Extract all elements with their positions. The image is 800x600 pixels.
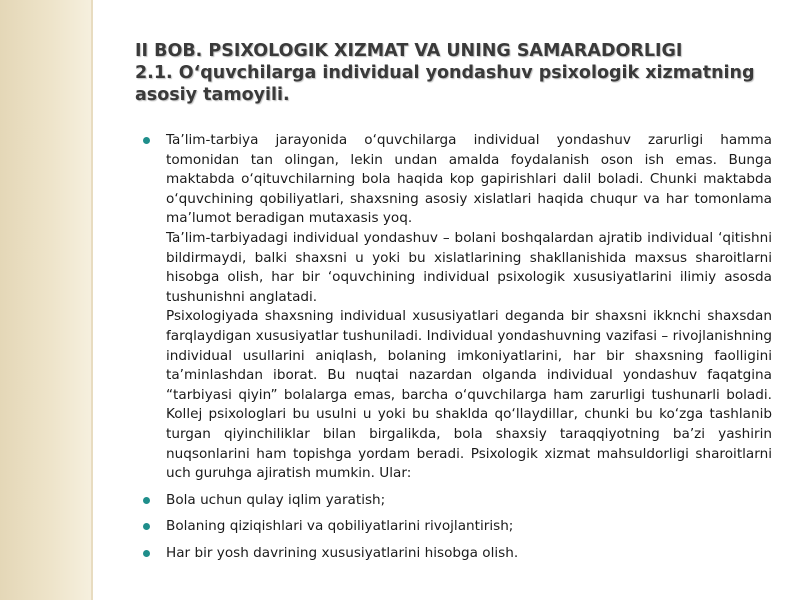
body-paragraph: Psixologiyada shaxsning individual xususiyatlari deganda bir shaxsni ikknchi shaxsdan farqlaydigan xususiyatlar tushuniladi. Individual yondashuvning vazifasi – rivojlanishning individual usullarini aniqlash, bolaning imkoniyatlarini, har bir shaxsning faolligini ta’minlashdan iborat. Bu nuqtai nazardan olganda individual yondashuv faqatgina “tarbiyasi qiyin” bolalarga emas, barcha o‘quvchilarga ham zarurligi tushunarli boladi. Kollej psixologlari bu usulni u yoki bu shaklda qo‘llaydillar, chunki bu ko‘zga tashlanib turgan qiyinchiliklar bilan birgalikda, bola shaxsiy taraqqiyotning ba’zi yashirin nuqsonlarini ham topishga yordam beradi. Psixologik xizmat mahsuldorligi sharoitlarni uch guruhga ajiratish mumkin. Ular: — [166, 308, 772, 482]
decorative-side-band — [0, 0, 93, 600]
chapter-heading: II BOB. PSIXOLOGIK XIZMAT VA UNING SAMARADORLIGI — [135, 41, 683, 61]
bullet-dot-icon — [143, 497, 150, 504]
section-heading-line2: asosiy tamoyili. — [135, 85, 290, 105]
bullet-text: Bola uchun qulay iqlim yaratish; — [166, 491, 386, 508]
bullet-item-main — [140, 131, 772, 484]
bullet-text: Bolaning qiziqishlari va qobiliyatlarini rivojlantirish; — [166, 518, 514, 535]
bullet-item — [140, 491, 772, 511]
slide-body — [140, 131, 772, 563]
slide-title — [135, 40, 775, 106]
section-heading-line1: 2.1. O‘quvchilarga individual yondashuv psixologik xizmatning — [135, 63, 755, 83]
bullet-text: Har bir yosh davrining xususiyatlarini hisobga olish. — [166, 544, 519, 561]
body-paragraph: Ta’lim-tarbiya jarayonida o‘quvchilarga individual yondashuv zarurligi hamma tomonidan tan olingan, lekin undan amalda foydalanish oson ish emas. Bunga maktabda o‘qituvchilarning bola haqida kop gapirishlari dalil boladi. Chunki maktabda o‘quvchining qobiliyatlari, shaxsning asosiy xislatlari haqida chuqur va har tomonlama ma’lumot beradigan mutaxasis yoq. — [166, 132, 772, 227]
body-paragraph: Ta’lim-tarbiyadagi individual yondashuv – bolani boshqalardan ajratib individual ‘qitishni bildirmaydi, balki shaxsni u yoki bu xislatlarining shakllanishida maxsus sharoitlarni hisobga olish, har bir ‘oquvchining individual psixologik xususiyatlarini ilimiy asosda tushunishni anglatadi. — [166, 229, 772, 305]
bullet-item — [140, 517, 772, 537]
bullet-item — [140, 544, 772, 564]
bullet-dot-icon — [143, 137, 150, 144]
bullet-dot-icon — [143, 523, 150, 530]
bullet-dot-icon — [143, 550, 150, 557]
